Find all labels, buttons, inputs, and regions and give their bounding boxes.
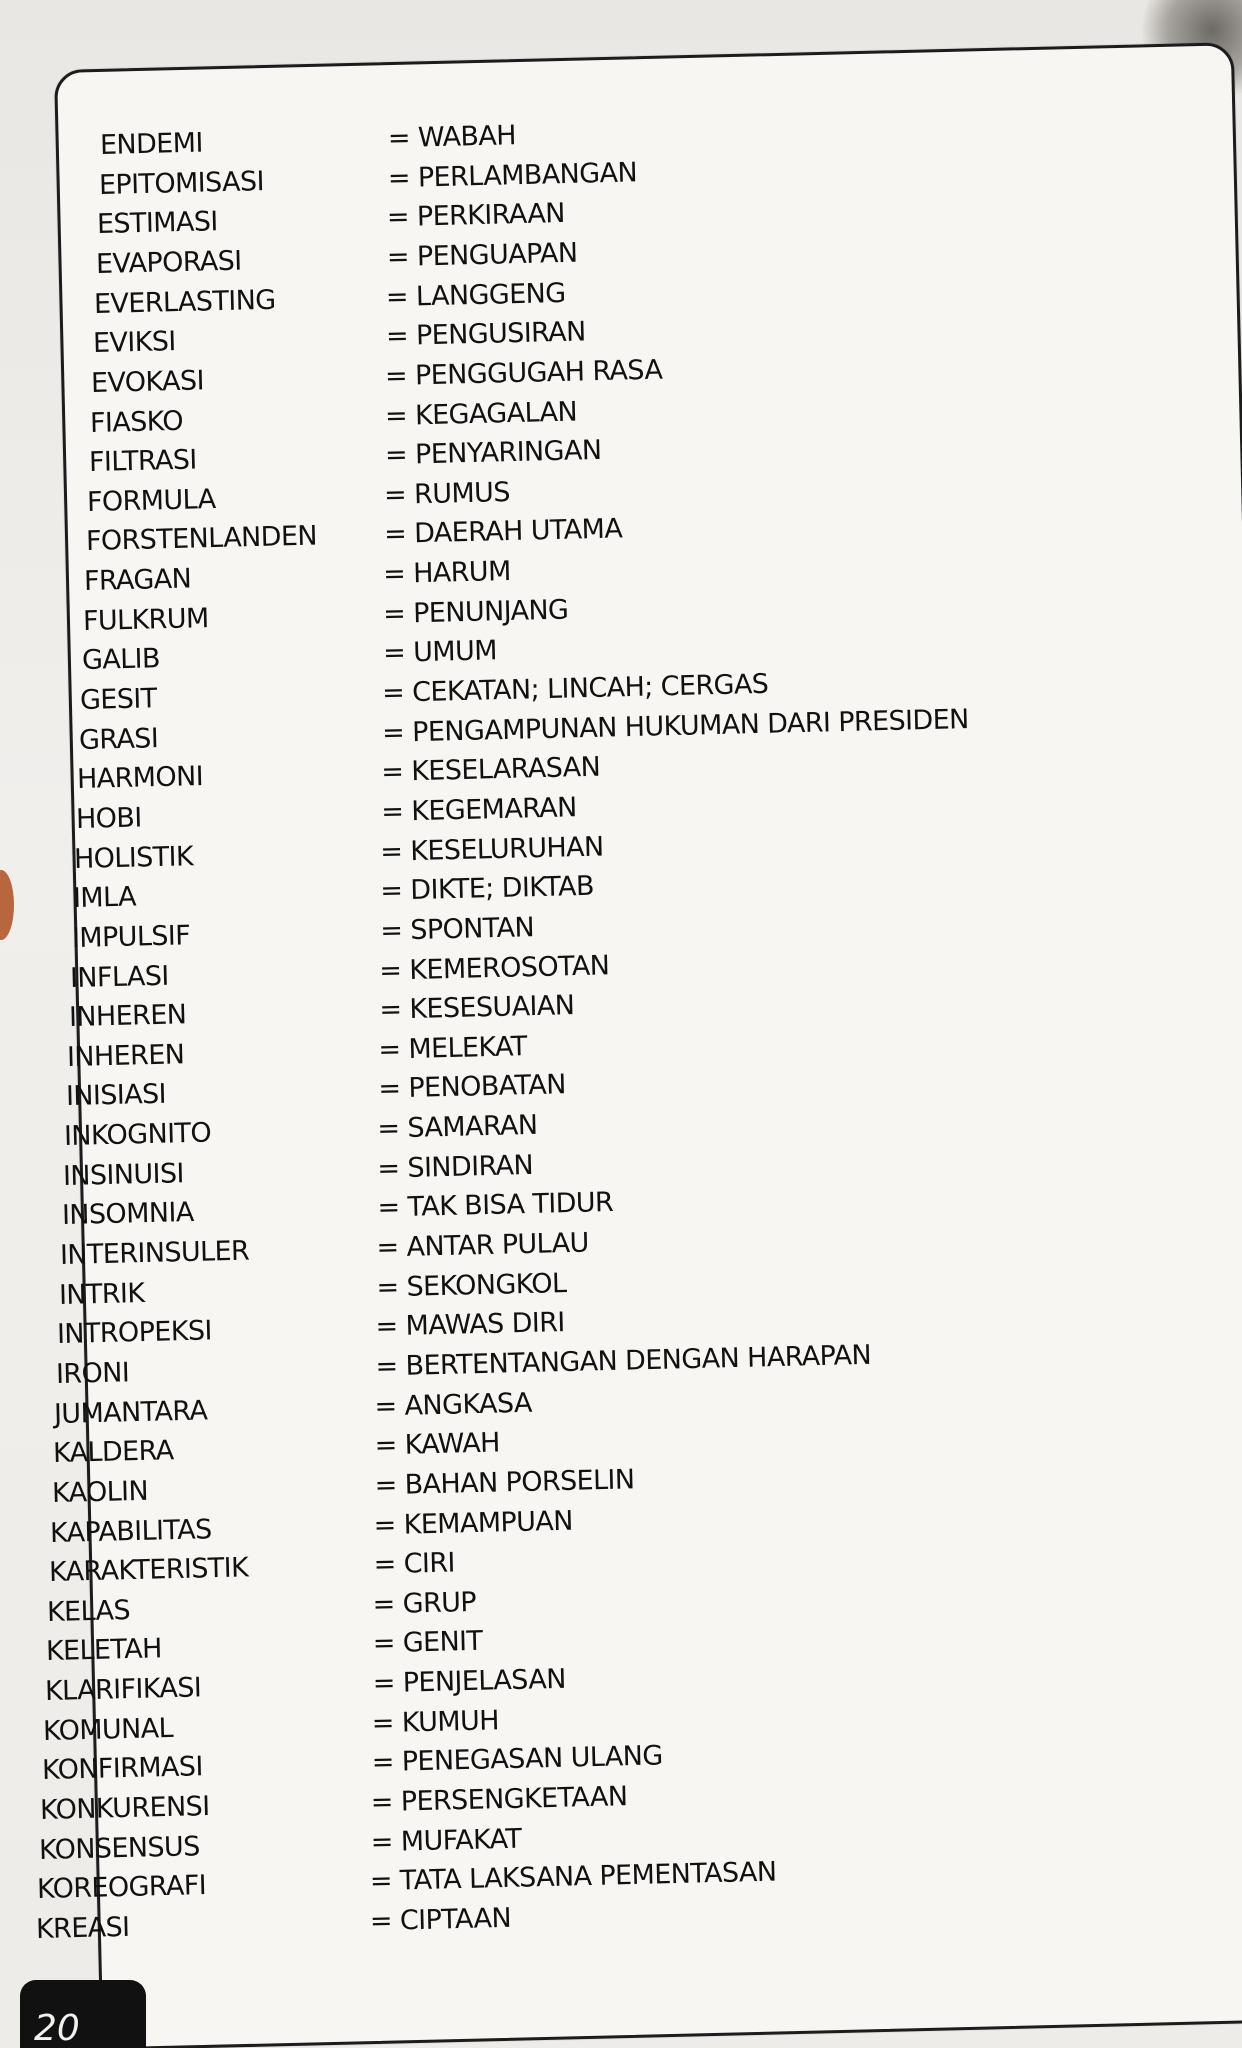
entry-definition: = BAHAN PORSELIN [373,1464,635,1502]
entry-term: KOREOGRAFI [37,1870,207,1906]
entry-term: INHEREN [68,999,187,1034]
glossary-entry [69,949,610,997]
glossary-entry [86,476,511,521]
entry-term: KELETAH [45,1633,163,1668]
entry-definition: = WABAH [387,120,517,155]
entry-term: GRASI [78,722,159,756]
entry-term: HOLISTIK [74,840,194,875]
entry-term: IMLA [72,881,137,915]
entry-term: HARMONI [76,761,204,796]
entry-definition: = GENIT [372,1626,483,1660]
entry-term: INHEREN [66,1039,185,1073]
entry-term: KONKURENSI [39,1791,211,1827]
glossary-entry [42,1705,500,1750]
entry-definition: = DAERAH UTAMA [383,513,623,551]
entry-term: FORSTENLANDEN [85,520,318,558]
glossary-entry [35,1902,512,1948]
entry-term: INTERINSULER [59,1235,250,1272]
entry-definition: = KAWAH [374,1427,501,1462]
entry-definition: = CIPTAAN [369,1902,512,1938]
glossary-entry [58,1267,567,1314]
entry-term: FIASKO [89,405,184,439]
entry-definition: = PENEGASAN ULANG [371,1740,663,1779]
entry-definition: = PENOBATAN [377,1069,566,1106]
entry-term: HOBI [75,802,142,835]
glossary-entry [95,237,578,283]
entry-definition: = SPONTAN [379,911,534,947]
entry-definition: = MAWAS DIRI [375,1307,566,1343]
entry-term: KOMUNAL [42,1712,174,1747]
entry-term: INSINUISI [62,1157,185,1192]
glossary-entry [75,792,577,838]
entry-term: EVOKASI [91,365,205,399]
entry-definition: = MUFAKAT [370,1823,522,1858]
entry-definition: = PERKIRAAN [386,198,566,234]
glossary-entry [92,316,586,362]
entry-definition: = KESESUAIAN [378,990,575,1026]
glossary-entry [46,1586,477,1631]
glossary-entry [85,513,623,560]
entry-definition: = ANTAR PULAU [376,1227,590,1264]
entry-definition: = KESELURUHAN [380,831,605,868]
entry-definition: = KEGAGALAN [384,396,578,432]
glossary-entry [54,1387,533,1433]
entry-term: FORMULA [86,483,217,518]
glossary-entry [96,198,566,243]
entry-definition: = RUMUS [383,476,511,511]
entry-definition: = PENGGUGAH RASA [385,354,664,392]
entry-term: KONSENSUS [38,1830,200,1866]
glossary-entry [91,354,664,402]
glossary-entry [61,1187,614,1234]
entry-term: EPITOMISASI [98,165,264,201]
entry-term: INFLASI [69,960,170,994]
entry-term: GESIT [79,683,157,717]
entry-definition: = PENGUSIRAN [385,316,586,353]
entry-term: EVIKSI [92,326,176,360]
entry-term: FRAGAN [83,563,192,598]
glossary-entry [41,1740,663,1789]
glossary-entry [45,1626,483,1670]
glossary-entry [62,1149,534,1195]
entry-definition: = CIRI [373,1547,455,1581]
glossary-entry [72,870,595,917]
entry-definition: = CEKATAN; LINCAH; CERGAS [381,668,769,709]
entry-definition: = PENJELASAN [371,1663,566,1700]
glossary-entry [74,831,605,878]
entry-definition: = HARUM [383,556,512,591]
glossary-entry [66,1030,528,1076]
entry-term: KARAKTERISTIK [48,1552,249,1589]
entry-definition: = DIKTE; DIKTAB [379,870,595,907]
entry-term: KELAS [46,1594,131,1628]
glossary-entry [71,911,534,957]
entry-term: IRONI [55,1357,130,1390]
entry-definition: = PENGUAPAN [386,237,578,274]
entry-term: KALDERA [52,1435,174,1470]
entry-term: KAOLIN [51,1475,149,1509]
entry-definition: = PERLAMBANGAN [387,156,637,194]
entry-term: JUMANTARA [54,1395,209,1430]
entry-definition: = KEGEMARAN [380,792,577,828]
entry-term: KLARIFIKASI [44,1672,202,1708]
entry-definition: = PENUNJANG [382,594,569,630]
glossary-entry [68,990,575,1036]
glossary-entry [83,556,512,600]
glossary-entry [51,1464,635,1512]
glossary-entry [38,1823,522,1869]
entry-term: IMPULSIF [71,920,191,954]
glossary-entry [98,156,637,204]
entry-term: KONFIRMASI [41,1751,203,1787]
entry-term: INTROPEKSI [56,1315,213,1351]
entry-term: KREASI [35,1911,130,1945]
glossary-entry [37,1856,778,1908]
glossary-entry [55,1339,872,1393]
entry-term: INKOGNITO [64,1117,212,1153]
entry-term: FULKRUM [82,602,209,637]
entry-definition: = UMUM [382,635,497,670]
glossary-entry [56,1307,566,1353]
glossary-entry [79,668,769,719]
entry-definition: = MELEKAT [378,1030,528,1066]
entry-term: INTRIK [58,1277,145,1311]
glossary-entry [48,1547,455,1591]
glossary-entry [89,396,578,442]
entry-definition: = LANGGENG [385,277,567,313]
entry-term: INISIASI [65,1079,167,1113]
entry-term: ESTIMASI [96,206,219,241]
glossary-entry [64,1109,539,1155]
glossary-entry [82,594,569,640]
glossary-entry [78,703,969,759]
entry-definition: = KEMAMPUAN [373,1505,574,1541]
entry-term: FILTRASI [88,444,197,479]
glossary-entry [49,1505,574,1552]
entry-definition: = KEMEROSOTAN [379,949,610,987]
glossary-entry [39,1781,629,1829]
entry-definition: = PENYARINGAN [384,435,602,472]
entry-term: EVERLASTING [93,284,277,320]
entry-term: EVAPORASI [95,245,242,280]
entry-term: ENDEMI [99,127,204,161]
entry-definition: = TATA LAKSANA PEMENTASAN [369,1856,778,1898]
entry-definition: = SAMARAN [377,1109,539,1145]
entry-definition: = TAK BISA TIDUR [376,1187,614,1224]
entry-definition: = PERSENGKETAAN [370,1781,629,1819]
entry-term: INSOMNIA [61,1197,194,1232]
glossary-entry [93,277,567,323]
glossary-entry [65,1069,566,1115]
entry-definition: = SINDIRAN [377,1149,534,1185]
entry-definition: = PENGAMPUNAN HUKUMAN DARI PRESIDEN [381,703,969,749]
page-number: 20 [34,2008,80,2048]
entry-definition: = BERTENTANGAN DENGAN HARAPAN [375,1339,872,1383]
entry-definition: = GRUP [372,1586,477,1621]
glossary-entry [81,635,497,679]
glossary-entry [44,1663,566,1710]
glossary-entry [76,751,601,798]
entry-term: KAPABILITAS [49,1513,213,1549]
entry-definition: = ANGKASA [374,1387,533,1423]
glossary-entry [52,1427,501,1472]
entry-definition: = KUMUH [371,1705,500,1740]
glossary-entry [88,435,602,481]
glossary-entry [59,1227,590,1274]
glossary-entry [99,120,517,164]
entry-definition: = KESELARASAN [381,751,601,789]
entry-definition: = SEKONGKOL [375,1267,567,1304]
entry-term: GALIB [81,643,160,677]
